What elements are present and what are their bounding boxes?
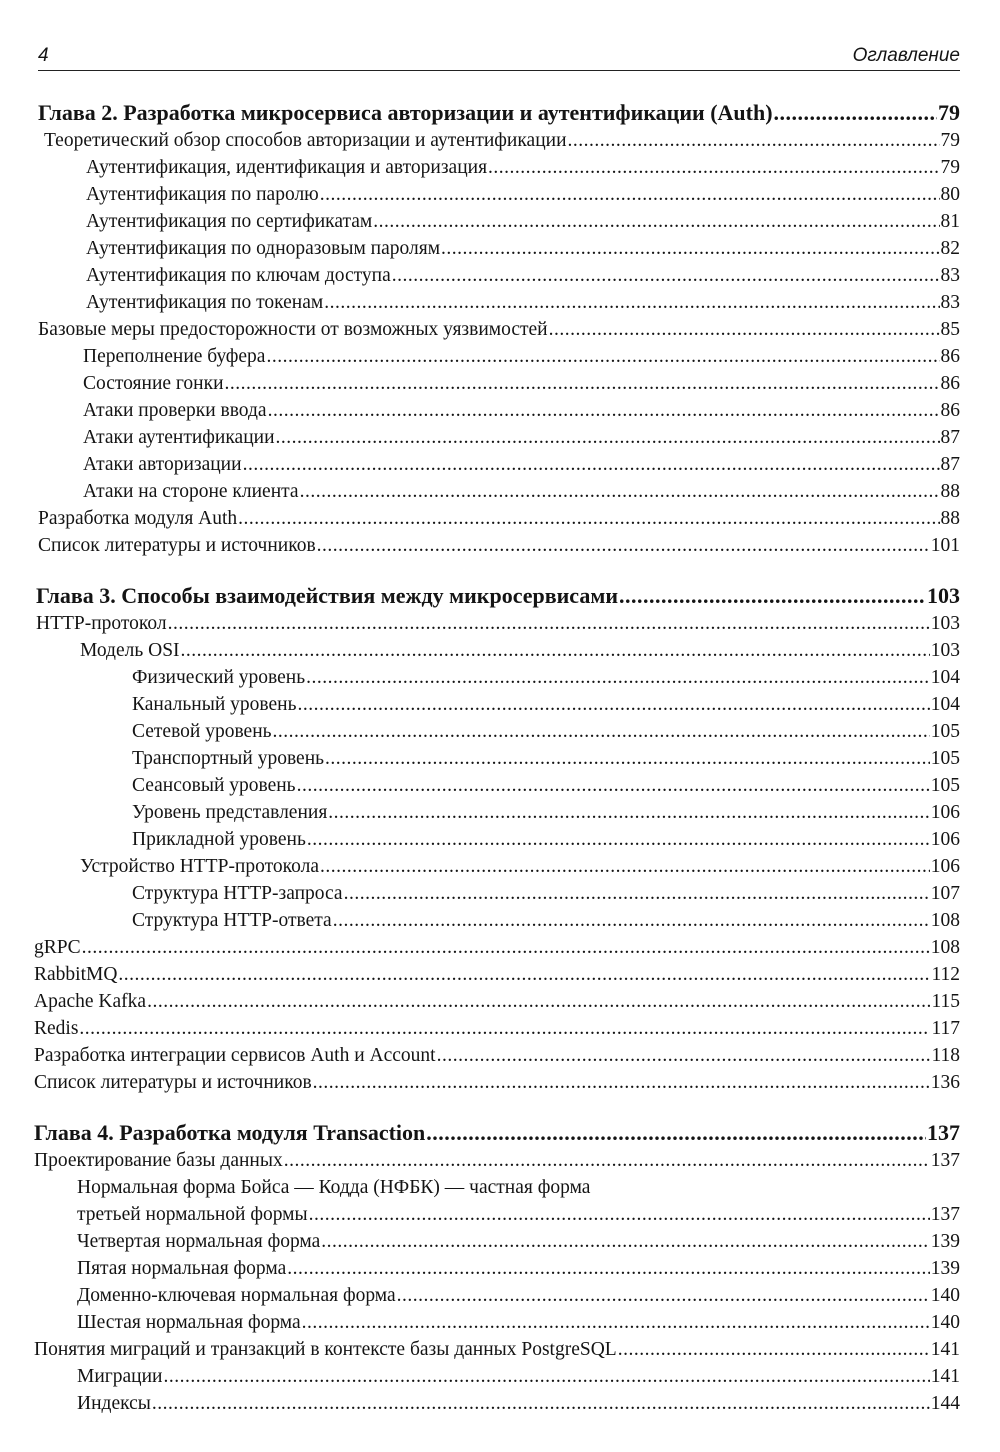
toc-page: 141 (930, 1366, 960, 1387)
toc-title: Сеансовый уровень (132, 775, 296, 796)
toc-title: Атаки аутентификации (83, 427, 275, 448)
toc-page: 86 (940, 400, 960, 421)
toc-entry (34, 1071, 960, 1095)
leader-dots (266, 345, 939, 369)
toc-entry (132, 720, 960, 744)
leader-dots (309, 1203, 930, 1227)
toc-page: 115 (931, 991, 960, 1012)
toc-entry (86, 237, 960, 261)
toc-title: gRPC (34, 937, 81, 958)
toc-chapter-4 (34, 1119, 960, 1147)
toc-title: Пятая нормальная форма (77, 1258, 287, 1279)
toc-title: Список литературы и источников (34, 1072, 312, 1093)
leader-dots (549, 318, 940, 342)
leader-dots (118, 963, 930, 987)
toc-title: RabbitMQ (34, 964, 118, 985)
toc-title: Индексы (77, 1393, 151, 1414)
toc-title: Переполнение буфера (83, 346, 266, 367)
toc-page: 108 (930, 937, 960, 958)
leader-dots (163, 1365, 929, 1389)
toc-page: 137 (930, 1204, 960, 1225)
toc-entry (38, 507, 960, 531)
toc-page: 79 (940, 157, 960, 178)
leader-dots (284, 1149, 930, 1173)
leader-dots (325, 747, 930, 771)
toc-entry (132, 801, 960, 825)
leader-dots (317, 534, 930, 558)
toc-title: HTTP-протокол (36, 613, 167, 634)
toc-entry (34, 1338, 960, 1362)
toc-title: Доменно-ключевая нормальная форма (77, 1285, 396, 1306)
leader-dots (568, 129, 940, 153)
toc-page: 106 (930, 856, 960, 877)
toc-page: 104 (930, 667, 960, 688)
toc-title: Состояние гонки (83, 373, 224, 394)
page-number: 4 (38, 45, 49, 66)
toc-entry (132, 909, 960, 933)
toc-title: Базовые меры предосторожности от возможных уязвимостей (38, 319, 548, 340)
toc-entry (80, 639, 960, 663)
toc-title-continued: третьей нормальной формы (77, 1204, 308, 1225)
toc-entry (77, 1311, 960, 1335)
toc-page: 140 (930, 1285, 960, 1306)
toc-title: Прикладной уровень (132, 829, 306, 850)
toc-entry (77, 1203, 960, 1227)
toc-chapter-2 (38, 99, 960, 127)
toc-page: 105 (930, 775, 960, 796)
toc-title: Транспортный уровень (132, 748, 325, 769)
leader-dots (302, 1311, 930, 1335)
toc-entry (86, 156, 960, 180)
toc-title: Структура HTTP-ответа (132, 910, 332, 931)
leader-dots (297, 693, 929, 717)
toc-title: Устройство HTTP-протокола (80, 856, 319, 877)
toc-entry (86, 291, 960, 315)
toc-page: 103 (930, 613, 960, 634)
toc-page: 82 (940, 238, 960, 259)
leader-dots (488, 156, 939, 180)
toc-title: Атаки авторизации (83, 454, 242, 475)
toc-title: Список литературы и источников (38, 535, 316, 556)
toc-title: Аутентификация по паролю (86, 184, 319, 205)
toc-page: 79 (940, 130, 960, 151)
leader-dots (238, 507, 939, 531)
toc-entry (34, 1017, 960, 1041)
toc-title: Шестая нормальная форма (77, 1312, 301, 1333)
toc-entry (132, 693, 960, 717)
toc-title: Глава 2. Разработка микросервиса авторизации и аутентификации (Auth) (38, 100, 773, 125)
toc-title: Разработка модуля Auth (38, 508, 238, 529)
leader-dots (300, 480, 940, 504)
toc-title: Аутентификация по одноразовым паролям (86, 238, 441, 259)
leader-dots (324, 291, 939, 315)
leader-dots (225, 372, 940, 396)
toc-page: 108 (930, 910, 960, 931)
toc-title: Аутентификация, идентификация и авторизация (86, 157, 488, 178)
leader-dots (306, 666, 930, 690)
toc-page: 107 (930, 883, 960, 904)
leader-dots (147, 990, 930, 1014)
toc-page: 101 (930, 535, 960, 556)
toc-entry (86, 264, 960, 288)
leader-dots (297, 774, 930, 798)
toc-entry (83, 372, 960, 396)
toc-page: 117 (931, 1018, 960, 1039)
toc-title: Аутентификация по ключам доступа (86, 265, 391, 286)
toc-page: 112 (931, 964, 960, 985)
toc-title: Проектирование базы данных (34, 1150, 283, 1171)
leader-dots (441, 237, 939, 261)
toc-entry (34, 936, 960, 960)
toc-page: 104 (930, 694, 960, 715)
toc-page: 137 (930, 1150, 960, 1171)
toc-page: 118 (931, 1045, 960, 1066)
toc-entry (77, 1365, 960, 1389)
leader-dots (168, 612, 930, 636)
toc-title: Аутентификация по токенам (86, 292, 324, 313)
leader-dots (774, 99, 937, 127)
toc-page: 88 (940, 508, 960, 529)
toc-entry (132, 882, 960, 906)
toc-title: Redis (34, 1018, 79, 1039)
toc-entry (34, 990, 960, 1014)
toc-entry (34, 1149, 960, 1173)
toc-page: 83 (940, 292, 960, 313)
toc-page: 83 (940, 265, 960, 286)
leader-dots (79, 1017, 930, 1041)
toc-title: Разработка интеграции сервисов Auth и Account (34, 1045, 436, 1066)
toc-page: 140 (930, 1312, 960, 1333)
leader-dots (619, 582, 926, 610)
leader-dots (426, 1119, 926, 1147)
toc-page: 87 (940, 454, 960, 475)
toc-entry (83, 345, 960, 369)
toc-title: Глава 4. Разработка модуля Transaction (34, 1120, 426, 1145)
toc-page: 79 (938, 100, 960, 125)
toc-entry (38, 318, 960, 342)
toc-page: 86 (940, 346, 960, 367)
leader-dots (618, 1338, 930, 1362)
toc-title: Структура HTTP-запроса (132, 883, 343, 904)
toc-title: Понятия миграций и транзакций в контексте базы данных PostgreSQL (34, 1339, 617, 1360)
toc-entry (132, 666, 960, 690)
toc-entry (83, 453, 960, 477)
leader-dots (152, 1392, 930, 1416)
toc-page: 103 (927, 583, 960, 608)
toc-entry (77, 1284, 960, 1308)
toc-page: 86 (940, 373, 960, 394)
leader-dots (344, 882, 930, 906)
leader-dots (287, 1257, 930, 1281)
leader-dots (181, 639, 930, 663)
toc-entry (86, 210, 960, 234)
toc-entry (77, 1392, 960, 1416)
toc-entry (44, 129, 960, 153)
toc-page: 144 (930, 1393, 960, 1414)
toc-entry (132, 747, 960, 771)
toc-page: 88 (940, 481, 960, 502)
leader-dots (243, 453, 940, 477)
toc-page: 87 (940, 427, 960, 448)
toc-entry (38, 534, 960, 558)
toc-page: 136 (930, 1072, 960, 1093)
toc-entry (77, 1257, 960, 1281)
toc-title: Четвертая нормальная форма (77, 1231, 321, 1252)
toc-entry (132, 828, 960, 852)
toc-title: Миграции (77, 1366, 163, 1387)
page-header (38, 44, 960, 71)
leader-dots (397, 1284, 930, 1308)
leader-dots (82, 936, 930, 960)
leader-dots (333, 909, 930, 933)
running-title: Оглавление (852, 45, 960, 66)
leader-dots (276, 426, 940, 450)
leader-dots (328, 801, 929, 825)
toc-entry (132, 774, 960, 798)
toc-page: 139 (930, 1231, 960, 1252)
toc-page: 106 (930, 829, 960, 850)
toc-page: 137 (927, 1120, 960, 1145)
toc-title: Модель OSI (80, 640, 180, 661)
toc-entry (36, 612, 960, 636)
toc-title: Глава 3. Способы взаимодействия между микросервисами (36, 583, 618, 608)
leader-dots (392, 264, 940, 288)
toc-title: Аутентификация по сертификатам (86, 211, 373, 232)
toc-page: 81 (940, 211, 960, 232)
toc-page: 141 (930, 1339, 960, 1360)
toc-page: 80 (940, 184, 960, 205)
toc-title: Атаки на стороне клиента (83, 481, 299, 502)
toc-entry-first-line: Нормальная форма Бойса — Кодда (НФБК) — частная форма (77, 1177, 591, 1198)
toc-entry (77, 1230, 960, 1254)
leader-dots (320, 183, 940, 207)
toc-entry (83, 426, 960, 450)
toc-entry (83, 399, 960, 423)
toc-chapter-3 (36, 582, 960, 610)
toc-title: Физический уровень (132, 667, 306, 688)
toc-page: 103 (930, 640, 960, 661)
leader-dots (320, 855, 930, 879)
toc-title: Apache Kafka (34, 991, 147, 1012)
toc-title: Канальный уровень (132, 694, 297, 715)
leader-dots (313, 1071, 930, 1095)
toc-entry (86, 183, 960, 207)
toc-page: 139 (930, 1258, 960, 1279)
toc-entry (34, 1044, 960, 1068)
toc-entry (34, 963, 960, 987)
toc-title: Теоретический обзор способов авторизации и аутентификации (44, 130, 567, 151)
toc-title: Уровень представления (132, 802, 328, 823)
leader-dots (307, 828, 930, 852)
toc-entry (83, 480, 960, 504)
toc-entry (80, 855, 960, 879)
leader-dots (273, 720, 930, 744)
toc-title: Атаки проверки ввода (83, 400, 267, 421)
leader-dots (373, 210, 939, 234)
toc-title: Сетевой уровень (132, 721, 272, 742)
leader-dots (437, 1044, 931, 1068)
toc-page: 105 (930, 748, 960, 769)
leader-dots (268, 399, 940, 423)
toc-page: 106 (930, 802, 960, 823)
leader-dots (321, 1230, 929, 1254)
toc-page: 85 (940, 319, 960, 340)
toc-page: 105 (930, 721, 960, 742)
